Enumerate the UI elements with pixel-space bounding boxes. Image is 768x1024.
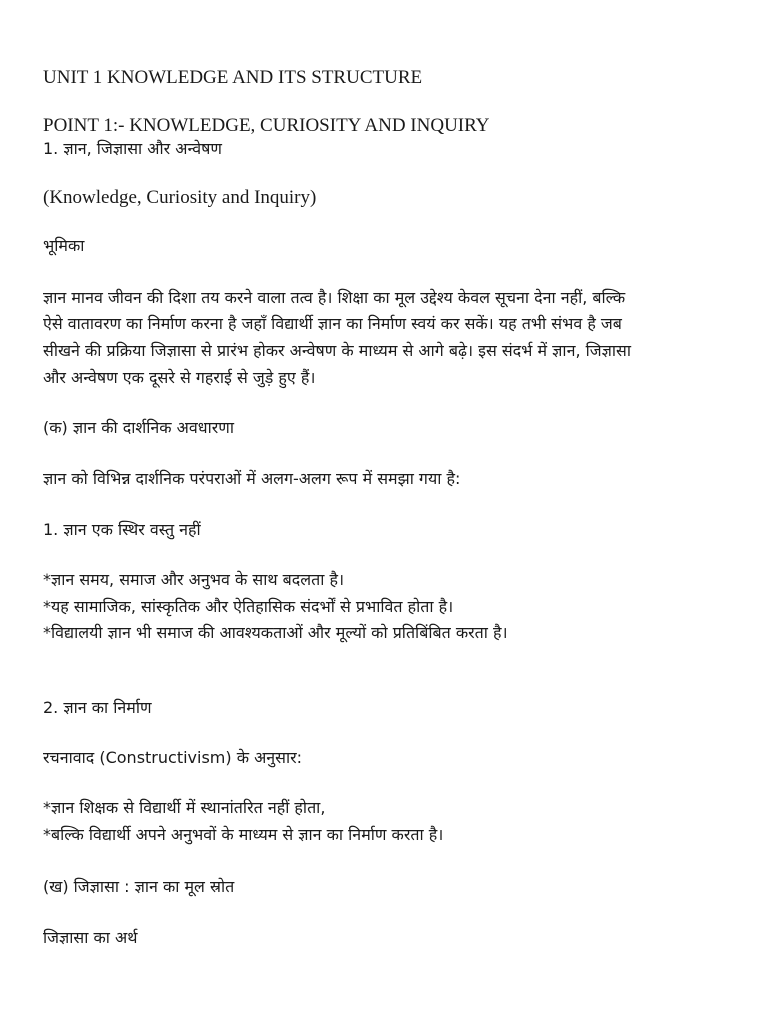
point-heading: POINT 1:- KNOWLEDGE, CURIOSITY AND INQUIRY xyxy=(43,115,490,136)
section-kha-heading: (ख) जिज्ञासा : ज्ञान का मूल स्रोत xyxy=(43,877,235,896)
point2-heading: 2. ज्ञान का निर्माण xyxy=(43,698,152,717)
point2-bullet: *बल्कि विद्यार्थी अपने अनुभवों के माध्यम से ज्ञान का निर्माण करता है। xyxy=(43,825,444,844)
intro-paragraph-line: सीखने की प्रक्रिया जिज्ञासा से प्रारंभ होकर अन्वेषण के माध्यम से आगे बढ़े। इस संदर्भ में ज्ञान, जिज्ञासा xyxy=(43,341,631,360)
unit-heading: UNIT 1 KNOWLEDGE AND ITS STRUCTURE xyxy=(43,67,423,88)
intro-heading: भूमिका xyxy=(43,236,85,255)
section-ka-heading: (क) ज्ञान की दार्शनिक अवधारणा xyxy=(43,418,235,437)
english-subtitle: (Knowledge, Curiosity and Inquiry) xyxy=(43,187,317,208)
intro-paragraph-line: ज्ञान मानव जीवन की दिशा तय करने वाला तत्व है। शिक्षा का मूल उद्देश्य केवल सूचना देना नहीं, बल्कि xyxy=(43,288,626,307)
intro-paragraph-line: ऐसे वातावरण का निर्माण करना है जहाँ विद्यार्थी ज्ञान का निर्माण स्वयं कर सकें। यह तभी संभव है जब xyxy=(43,314,622,333)
point2-bullet: *ज्ञान शिक्षक से विद्यार्थी में स्थानांतरित नहीं होता, xyxy=(43,798,326,817)
section-ka-text: ज्ञान को विभिन्न दार्शनिक परंपराओं में अलग-अलग रूप में समझा गया है: xyxy=(43,469,461,488)
constructivism-line: रचनावाद (Constructivism) के अनुसार: xyxy=(43,748,303,767)
point1-bullet: *ज्ञान समय, समाज और अनुभव के साथ बदलता है। xyxy=(43,570,345,589)
point1-bullet: *यह सामाजिक, सांस्कृतिक और ऐतिहासिक संदर्भों से प्रभावित होता है। xyxy=(43,597,454,616)
point1-bullet: *विद्यालयी ज्ञान भी समाज की आवश्यकताओं और मूल्यों को प्रतिबिंबित करता है। xyxy=(43,623,508,642)
hindi-title: 1. ज्ञान, जिज्ञासा और अन्वेषण xyxy=(43,139,222,158)
curiosity-meaning-heading: जिज्ञासा का अर्थ xyxy=(43,928,138,947)
intro-paragraph-line: और अन्वेषण एक दूसरे से गहराई से जुड़े हुए हैं। xyxy=(43,368,316,387)
point1-heading: 1. ज्ञान एक स्थिर वस्तु नहीं xyxy=(43,520,201,539)
